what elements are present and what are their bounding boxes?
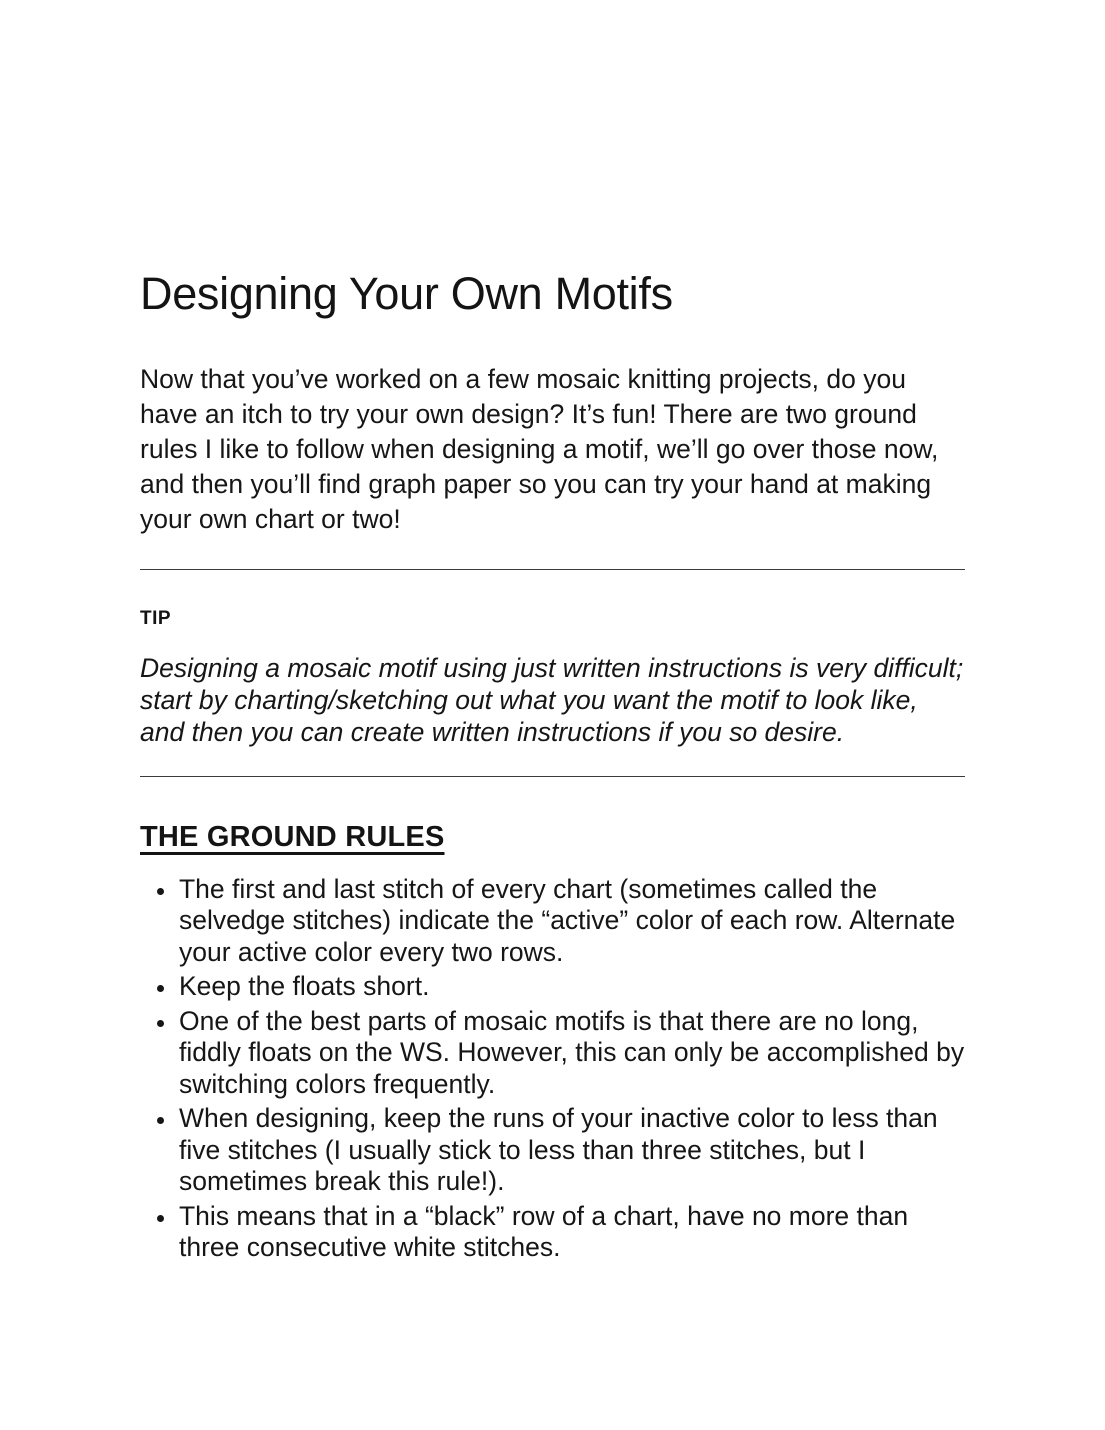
list-item: • The first and last stitch of every chart (sometimes called the selvedge stitches) indicate the “active” color of each row. Alternate your active color every two rows. (177, 874, 965, 969)
intro-paragraph: Now that you’ve worked on a few mosaic knitting projects, do you have an itch to try your own design? It’s fun! There are two ground rules I like to follow when designing a motif, we’ll go over those now, and then you’ll find graph paper so you can try your hand at making your own chart or two! (140, 363, 939, 534)
tip-text: Designing a mosaic motif using just written instructions is very difficult; start by charting/sketching out what you want the motif to look like, and then you can create written instructions if you so desire. (140, 652, 964, 747)
page-title: Designing Your Own Motifs (140, 268, 673, 319)
list-item: • When designing, keep the runs of your inactive color to less than five stitches (I usually stick to less than three stitches, but I sometimes break this rule!). (177, 1103, 965, 1198)
list-item: • Keep the floats short. (177, 971, 965, 1003)
tip-label: TIP (140, 607, 172, 629)
divider-bottom (140, 776, 965, 777)
rules-list (140, 874, 965, 1264)
list-item: • One of the best parts of mosaic motifs is that there are no long, fiddly floats on the WS. However, this can only be accomplished by switching colors frequently. (177, 1006, 965, 1101)
divider-top (140, 569, 965, 570)
list-item: • This means that in a “black” row of a chart, have no more than three consecutive white stitches. (177, 1201, 965, 1264)
section-heading: THE GROUND RULES (140, 820, 445, 853)
